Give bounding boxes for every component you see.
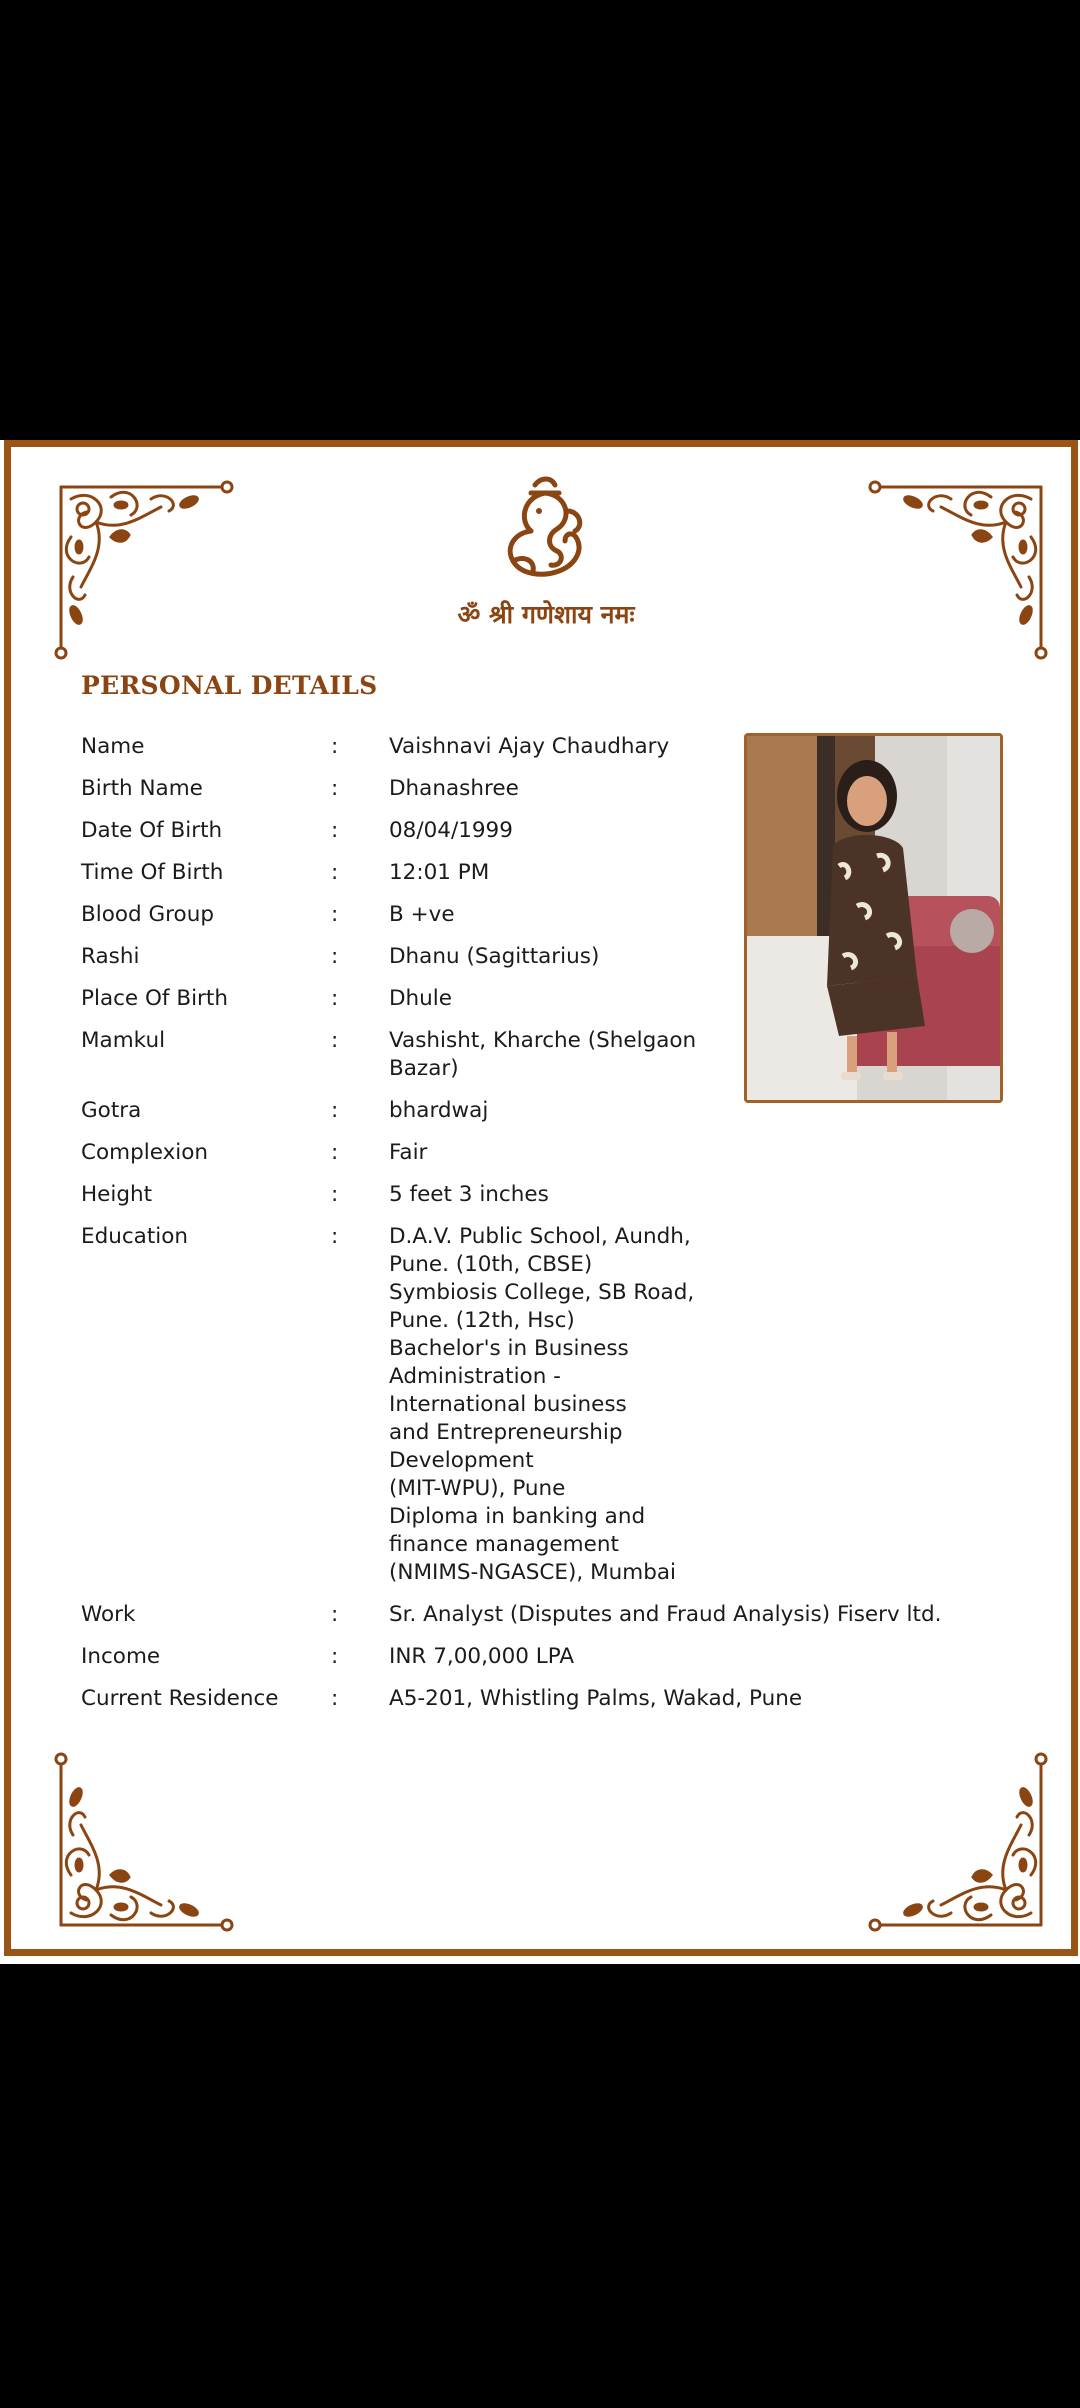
detail-value: bhardwaj [389, 1098, 489, 1123]
detail-value: A5-201, Whistling Palms, Wakad, Pune [389, 1686, 803, 1711]
biodata-page [0, 440, 1080, 1964]
ganesha-icon [485, 471, 605, 591]
detail-separator: : [331, 776, 339, 801]
detail-label: Date Of Birth [81, 818, 223, 843]
detail-label: Birth Name [81, 776, 203, 801]
detail-value: B +ve [389, 902, 455, 927]
detail-label: Mamkul [81, 1028, 166, 1053]
detail-row [81, 1601, 1041, 1629]
floral-corner-bottom-right-icon [841, 1725, 1051, 1935]
detail-separator: : [331, 860, 339, 885]
detail-value: Sr. Analyst (Disputes and Fraud Analysis) Fiserv ltd. [389, 1602, 942, 1627]
detail-separator: : [331, 944, 339, 969]
viewer-top-backdrop [0, 0, 1080, 440]
detail-label: Place Of Birth [81, 986, 228, 1011]
detail-separator: : [331, 1686, 339, 1711]
detail-value: Vashisht, Kharche (Shelgaon Bazar) [389, 1028, 697, 1081]
viewer-bottom-backdrop [0, 1964, 1080, 2408]
detail-separator: : [331, 1098, 339, 1123]
detail-row [81, 1685, 1041, 1713]
detail-value: Vaishnavi Ajay Chaudhary [389, 734, 670, 759]
detail-label: Blood Group [81, 902, 214, 927]
detail-value: D.A.V. Public School, Aundh, Pune. (10th, CBSE) Symbiosis College, SB Road, Pune. (12th, Hsc) Bachelor's in Business Administration - International business and Entrepreneurship Development (MIT-WPU), Pune Diploma in banking and finance management (NMIMS-NGASCE), Mumbai [389, 1224, 695, 1585]
detail-separator: : [331, 734, 339, 759]
detail-value: Dhanu (Sagittarius) [389, 944, 600, 969]
detail-label: Name [81, 734, 145, 759]
detail-separator: : [331, 1028, 339, 1053]
detail-separator: : [331, 902, 339, 927]
detail-separator: : [331, 1644, 339, 1669]
detail-value: Dhule [389, 986, 453, 1011]
detail-separator: : [331, 1182, 339, 1207]
detail-row [81, 1181, 1041, 1209]
detail-value: Dhanashree [389, 776, 519, 801]
detail-separator: : [331, 1224, 339, 1249]
detail-row [81, 1223, 1041, 1587]
detail-value: 5 feet 3 inches [389, 1182, 549, 1207]
detail-value: 12:01 PM [389, 860, 490, 885]
detail-label: Income [81, 1644, 161, 1669]
detail-separator: : [331, 818, 339, 843]
floral-corner-bottom-left-icon [51, 1725, 261, 1935]
detail-label: Rashi [81, 944, 140, 969]
detail-label: Work [81, 1602, 136, 1627]
section-title: PERSONAL DETAILS [81, 671, 378, 700]
detail-label: Height [81, 1182, 153, 1207]
detail-row [81, 1139, 1041, 1167]
profile-photo [744, 733, 1003, 1103]
detail-label: Time Of Birth [81, 860, 224, 885]
detail-value: 08/04/1999 [389, 818, 513, 843]
detail-label: Current Residence [81, 1686, 279, 1711]
detail-row [81, 1643, 1041, 1671]
detail-label: Complexion [81, 1140, 209, 1165]
page-border [4, 440, 1078, 1956]
floral-corner-top-left-icon [51, 477, 261, 687]
detail-separator: : [331, 1602, 339, 1627]
detail-label: Education [81, 1224, 189, 1249]
detail-value: INR 7,00,000 LPA [389, 1644, 575, 1669]
detail-label: Gotra [81, 1098, 142, 1123]
detail-value: Fair [389, 1140, 428, 1165]
detail-separator: : [331, 986, 339, 1011]
floral-corner-top-right-icon [841, 477, 1051, 687]
invocation-text: ॐ श्री गणेशाय नमः [457, 600, 635, 629]
detail-separator: : [331, 1140, 339, 1165]
